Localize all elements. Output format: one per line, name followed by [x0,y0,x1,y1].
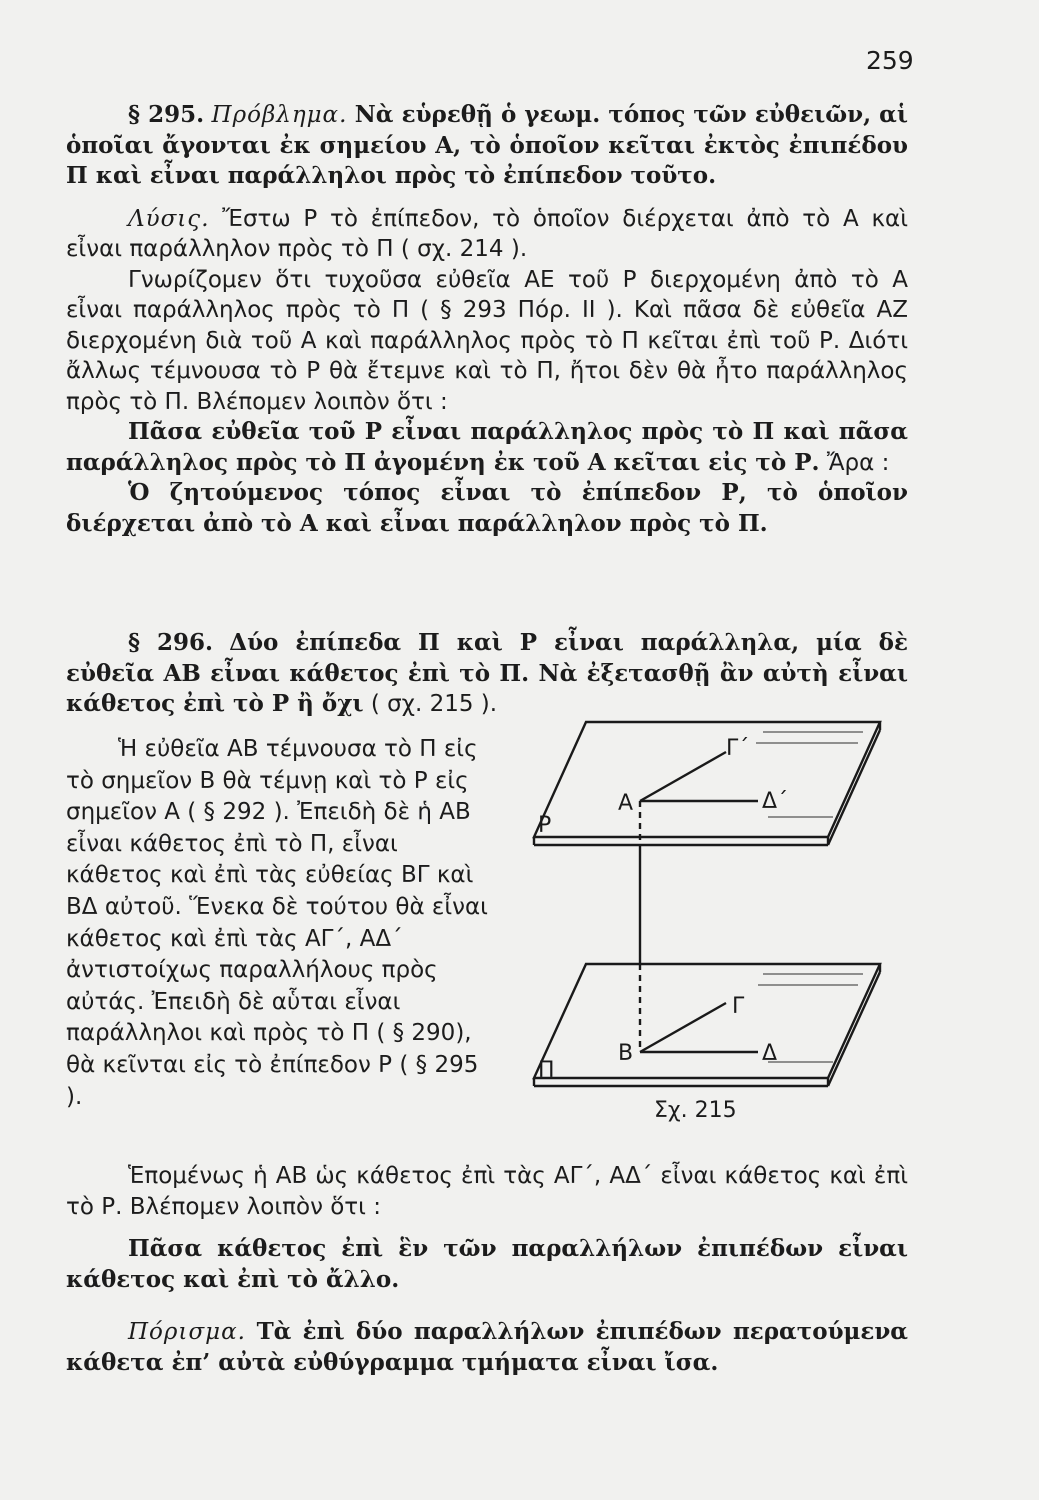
conclusion-295: Ὁ ζητούμενος τόπος εἶναι τὸ ἐπίπεδον Ρ, τὸ ὁποῖον διέρχεται ἀπὸ τὸ Α καὶ εἶναι παράλληλον πρὸς τὸ Π. [66,479,908,537]
section-number: § 295. [128,101,205,128]
bold-statement [66,417,908,478]
label-G-prime: Γ΄ [726,736,750,761]
consequence: Ἑπομένως ἡ ΑΒ ὡς κάθετος ἐπὶ τὰς ΑΓ΄, ΑΔ΄ εἶναι κάθετος καὶ ἐπὶ τὸ Ρ. Βλέπομεν λοιπὸν ὅτι : [66,1163,908,1220]
corollary [66,1317,908,1378]
proof-296 [66,734,490,1113]
problem-296 [66,628,908,720]
lower-plane-Pi [534,964,880,1078]
figure-caption: Σχ. 215 [654,1098,737,1123]
section-296-continuation [66,1161,908,1378]
label-P-upper: Ρ [538,813,552,838]
label-D: Δ [762,1041,778,1066]
bold-statement-text: Πᾶσα εὐθεῖα τοῦ Ρ εἶναι παράλληλος πρὸς τὸ Π καὶ πᾶσα παράλληλος πρὸς τὸ Π ἀγομένη ἐκ τοῦ Α κεῖται εἰς τὸ Ρ. [66,418,908,476]
solution-paragraph-2: Γνωρίζομεν ὅτι τυχοῦσα εὐθεῖα ΑΕ τοῦ Ρ διερχομένη ἀπὸ τὸ Α εἶναι παράλληλος πρὸς τὸ Π ( § 293 Πόρ. ΙΙ ). Καὶ πᾶσα δὲ εὐθεῖα ΑΖ διερχομένη διὰ τοῦ Α καὶ παράλληλος πρὸς τὸ Π κεῖται ἐπὶ τοῦ Ρ. Διότι ἄλλως τέμνουσα τὸ Ρ θὰ ἔτεμνε καὶ τὸ Π, ἤτοι δὲν θὰ ἦτο παράλληλος πρὸς τὸ Π. Βλέπομεν λοιπὸν ὅτι : [66,266,908,415]
upper-plane-P [534,722,880,837]
problem-296-statement: Δύο ἐπίπεδα Π καὶ Ρ εἶναι παράλληλα, μία δὲ εὐθεῖα ΑΒ εἶναι κάθετος ἐπὶ τὸ Π. Νὰ ἐξετασθῇ ἂν αὐτὴ εἶναι κάθετος ἐπὶ τὸ Ρ ἢ ὄχι [66,629,908,717]
section-number: § 296. [128,629,213,656]
page-number: 259 [866,46,914,75]
solution-label: Λύσις. [128,205,210,232]
corollary-label: Πόρισμα. [128,1319,246,1345]
label-B: Β [618,1041,634,1066]
solution-intro [66,204,908,265]
problem-label: Πρόβλημα. [211,102,348,128]
proof-text: Ἡ εὐθεῖα ΑΒ τέμνουσα τὸ Π εἰς τὸ σημεῖον Β θὰ τέμνῃ καὶ τὸ Ρ εἰς σημεῖον Α ( § 292 ). Ἐπειδὴ δὲ ἡ ΑΒ εἶναι κάθετος ἐπὶ τὸ Π, εἶναι κάθετος καὶ ἐπὶ τὰς εὐθείας ΒΓ καὶ ΒΔ αὐτοῦ. Ἕνεκα δὲ τούτου θὰ εἶναι κάθετος καὶ ἐπὶ τὰς ΑΓ΄, ΑΔ΄ ἀντιστοίχως παραλλήλους πρὸς αὐτάς. Ἐπειδὴ δὲ αὗται εἶναι παράλληλοι καὶ πρὸς τὸ Π ( § 290), θὰ κεῖνται εἰς τὸ ἐπίπεδον Ρ ( § 295 ). [66,736,488,1110]
figure-reference: ( σχ. 215 ). [370,691,498,717]
problem-statement: Νὰ εὑρεθῇ ὁ γεωμ. τόπος τῶν εὐθειῶν, αἱ ὁποῖαι ἄγονται ἐκ σημείου Α, τὸ ὁποῖον κεῖται ἐκτὸς ἐπιπέδου Π καὶ εἶναι παράλληλοι πρὸς τὸ ἐπίπεδον τοῦτο. [66,101,909,189]
label-A: Α [618,791,634,816]
solution-text-1: Ἔστω Ρ τὸ ἐπίπεδον, τὸ ὁποῖον διέρχεται ἀπὸ τὸ Α καὶ εἶναι παράλληλον πρὸς τὸ Π ( σχ. 214 ). [66,205,909,262]
line-AG-prime [640,752,726,801]
corollary-text: Τὰ ἐπὶ δύο παραλλήλων ἐπιπέδων περατούμενα κάθετα ἐπ’ αὐτὰ εὐθύγραμμα τμήματα εἶναι ἴσα. [66,1318,909,1376]
section-295 [66,100,908,539]
label-P-lower: Π [538,1058,555,1083]
label-G: Γ [732,994,745,1019]
label-D-prime: Δ΄ [762,789,789,814]
section-296-heading [66,628,908,720]
theorem: Πᾶσα κάθετος ἐπὶ ἓν τῶν παραλλήλων ἐπιπέδων εἶναι κάθετος καὶ ἐπὶ τὸ ἄλλο. [66,1235,908,1293]
ara-label: Ἄρα : [826,449,890,476]
line-BG [640,1003,726,1052]
figure-215 [518,717,898,1137]
problem-295 [66,100,908,192]
